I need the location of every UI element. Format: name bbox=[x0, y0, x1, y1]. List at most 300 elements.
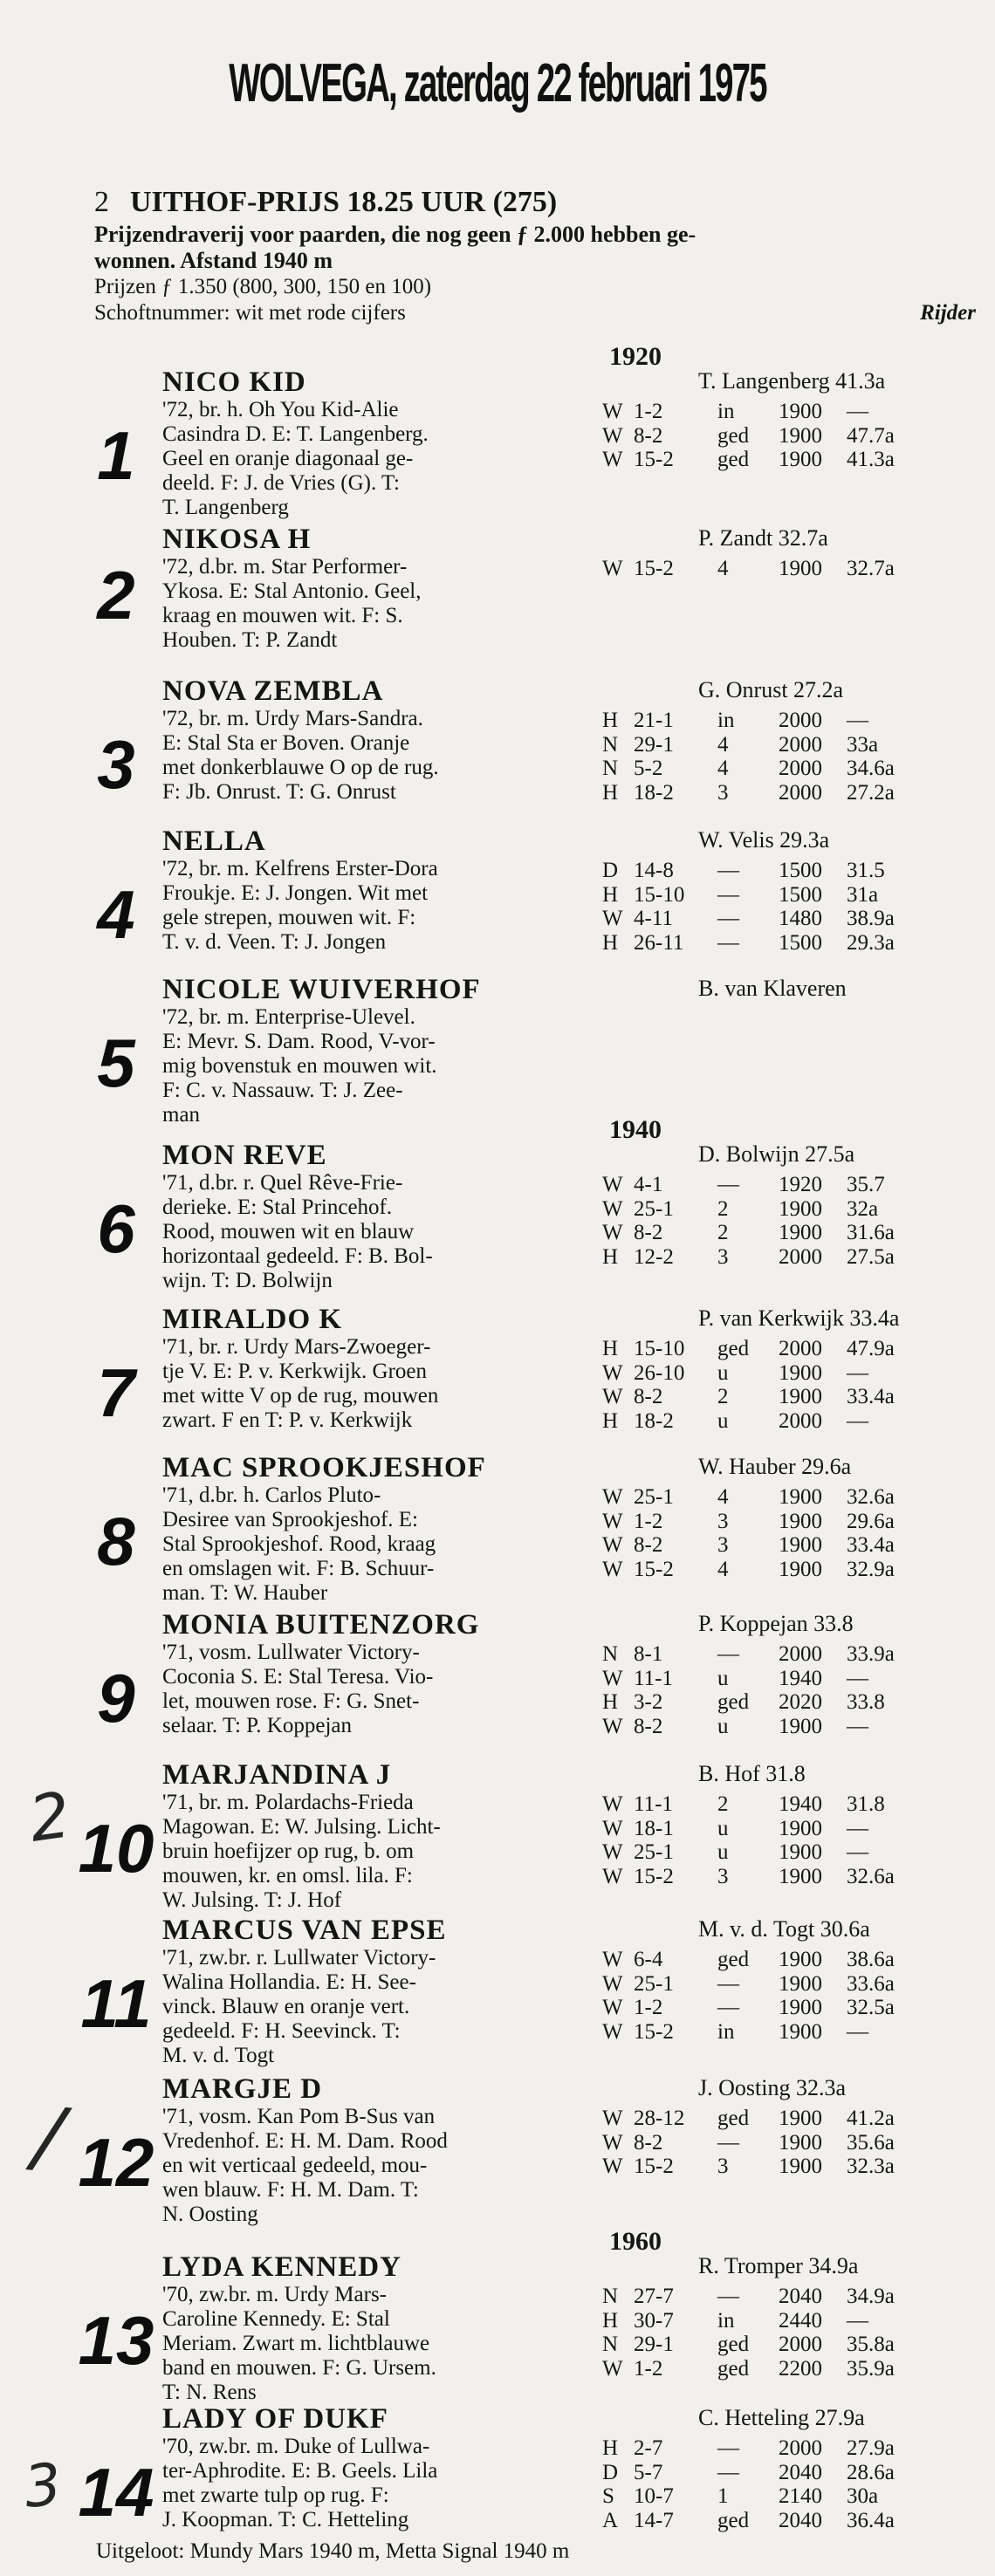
result-cell: 8-2 bbox=[634, 2130, 663, 2155]
result-cell: 8-1 bbox=[634, 1642, 663, 1666]
result-cell: 1940 bbox=[779, 1666, 822, 1690]
description-line: Stal Sprookjeshof. Rood, kraag bbox=[162, 1532, 436, 1556]
horse-name: MON REVE bbox=[162, 1140, 327, 1171]
result-cell: 34.6a bbox=[847, 757, 895, 780]
result-row bbox=[602, 2333, 925, 2357]
description-line: Magowan. E: W. Julsing. Licht- bbox=[162, 1815, 441, 1839]
description-line: '72, br. m. Urdy Mars-Sandra. bbox=[162, 707, 423, 730]
driver-record: R. Tromper 34.9a bbox=[698, 2253, 859, 2278]
result-cell: 2020 bbox=[779, 1690, 822, 1714]
race-conditions bbox=[94, 222, 985, 274]
result-cell: 15-2 bbox=[634, 2019, 674, 2044]
entry-number: 4 bbox=[97, 876, 135, 953]
result-row bbox=[602, 2357, 925, 2381]
result-cell: H bbox=[602, 780, 619, 805]
result-cell: W bbox=[602, 1948, 623, 1971]
horse-name: MIRALDO K bbox=[162, 1304, 343, 1335]
result-cell: 27-7 bbox=[634, 2285, 674, 2308]
result-cell: in bbox=[717, 2019, 735, 2044]
result-cell: — bbox=[847, 2019, 868, 2044]
entry-number: 10 bbox=[78, 1810, 154, 1887]
description-line: '72, br. m. Enterprise-Ulevel. bbox=[162, 1005, 415, 1029]
result-row bbox=[602, 1642, 925, 1667]
result-cell: 4 bbox=[717, 1485, 729, 1509]
result-cell: — bbox=[717, 930, 739, 955]
result-cell: — bbox=[717, 1642, 739, 1666]
result-row bbox=[602, 400, 925, 424]
result-cell: 18-2 bbox=[634, 780, 674, 805]
handwritten-mark: 3 bbox=[21, 2450, 65, 2521]
result-cell: 26-10 bbox=[634, 1360, 685, 1385]
result-cell: — bbox=[847, 1360, 868, 1385]
horse-name: NELLA bbox=[162, 826, 266, 857]
result-row bbox=[602, 448, 925, 472]
result-cell: 1900 bbox=[779, 1533, 822, 1557]
description-line: zwart. F en T: P. v. Kerkwijk bbox=[162, 1408, 413, 1432]
entry-number: 13 bbox=[78, 2302, 154, 2379]
result-cell: W bbox=[602, 1385, 623, 1408]
description-line: en wit verticaal gedeeld, mou- bbox=[162, 2154, 428, 2177]
result-cell: H bbox=[602, 709, 619, 732]
result-cell: 8-2 bbox=[634, 1385, 663, 1408]
result-row bbox=[602, 781, 925, 805]
description-line: met donkerblauwe O op de rug. bbox=[162, 756, 439, 779]
driver-record: B. Hof 31.8 bbox=[698, 1761, 806, 1786]
race-prizes: Prijzen ƒ 1.350 (800, 300, 150 en 100) bbox=[94, 275, 432, 298]
result-cell: — bbox=[847, 1714, 868, 1738]
result-cell: 21-1 bbox=[634, 709, 674, 732]
horse-name: MARJANDINA J bbox=[162, 1759, 392, 1791]
race-conditions-line: wonnen. Afstand 1940 m bbox=[94, 248, 333, 273]
entry-number: 6 bbox=[97, 1190, 135, 1267]
entry-number: 7 bbox=[97, 1354, 135, 1431]
result-cell: 31.8 bbox=[847, 1792, 885, 1816]
result-cell: 4-1 bbox=[634, 1173, 663, 1196]
driver-record: D. Bolwijn 27.5a bbox=[698, 1141, 855, 1167]
result-cell: in bbox=[717, 2308, 735, 2333]
description-line: W. Julsing. T: J. Hof bbox=[162, 1888, 342, 1912]
driver-record: G. Onrust 27.2a bbox=[698, 677, 844, 702]
result-cell: H bbox=[602, 2436, 619, 2460]
result-cell: W bbox=[602, 1360, 623, 1385]
result-cell: 32.5a bbox=[847, 1996, 895, 2019]
description-line: Ykosa. E: Stal Antonio. Geel, bbox=[162, 579, 422, 603]
handwritten-mark: 2 bbox=[24, 1778, 75, 1856]
horse-description bbox=[162, 2435, 599, 2532]
description-line: vinck. Blauw en oranje vert. bbox=[162, 1995, 410, 2018]
result-cell: 1900 bbox=[779, 1816, 822, 1840]
result-cell: 47.7a bbox=[847, 423, 895, 448]
entry-number: 11 bbox=[80, 1965, 152, 2042]
horse-description bbox=[162, 1641, 599, 1738]
entry-number: 2 bbox=[97, 557, 135, 634]
result-cell: W bbox=[602, 907, 623, 930]
result-cell: 5-2 bbox=[634, 757, 663, 780]
result-cell: N bbox=[602, 732, 619, 757]
result-cell: 8-2 bbox=[634, 1221, 663, 1244]
result-row bbox=[602, 1510, 925, 1534]
horse-name: MARCUS VAN EPSE bbox=[162, 1915, 447, 1946]
result-row bbox=[602, 2155, 925, 2179]
result-cell: W bbox=[602, 557, 623, 580]
description-line: '71, d.br. r. Quel Rêve-Frie- bbox=[162, 1171, 403, 1195]
result-cell: 8-2 bbox=[634, 1714, 663, 1738]
result-cell: 31.5 bbox=[847, 859, 885, 882]
result-row bbox=[602, 1385, 925, 1409]
result-cell: 2000 bbox=[779, 709, 822, 732]
description-line: F: Jb. Onrust. T: G. Onrust bbox=[162, 780, 396, 804]
description-line: let, mouwen rose. F: G. Snet- bbox=[162, 1689, 420, 1713]
result-cell: 1 bbox=[717, 2484, 729, 2508]
driver-record: C. Hetteling 27.9a bbox=[698, 2405, 865, 2430]
result-cell: 47.9a bbox=[847, 1337, 895, 1360]
result-cell: 35.9a bbox=[847, 2356, 895, 2381]
result-cell: 4 bbox=[717, 757, 729, 780]
result-cell: 2040 bbox=[779, 2285, 822, 2308]
description-line: Froukje. E: J. Jongen. Wit met bbox=[162, 881, 429, 905]
result-cell: H bbox=[602, 2308, 619, 2333]
result-cell: 30a bbox=[847, 2484, 879, 2508]
horse-name: NOVA ZEMBLA bbox=[162, 675, 384, 707]
result-cell: W bbox=[602, 1196, 623, 1221]
result-cell: 1900 bbox=[779, 1971, 822, 1996]
results-table bbox=[602, 1642, 925, 1738]
result-row bbox=[602, 1792, 925, 1817]
result-cell: — bbox=[847, 1666, 868, 1690]
description-line: '71, zw.br. r. Lullwater Victory- bbox=[162, 1946, 436, 1970]
distance-heading: 1960 bbox=[609, 2227, 662, 2256]
results-table bbox=[602, 2285, 925, 2381]
description-line: deeld. F: J. de Vries (G). T: bbox=[162, 471, 400, 495]
result-cell: 1500 bbox=[779, 859, 822, 882]
result-cell: S bbox=[602, 2484, 614, 2508]
results-table bbox=[602, 557, 925, 581]
result-cell: H bbox=[602, 882, 619, 907]
results-table bbox=[602, 709, 925, 805]
result-row bbox=[602, 907, 925, 931]
result-cell: 2200 bbox=[779, 2356, 822, 2381]
result-cell: ged bbox=[717, 2333, 750, 2356]
driver-record: B. van Klaveren bbox=[698, 976, 847, 1001]
result-cell: u bbox=[717, 1714, 729, 1738]
result-cell: 18-1 bbox=[634, 1816, 674, 1840]
result-cell: 38.9a bbox=[847, 907, 895, 930]
description-line: met zwarte tulp op rug. F: bbox=[162, 2484, 389, 2507]
horse-name: NICOLE WUIVERHOF bbox=[162, 974, 481, 1005]
description-line: E: Stal Sta er Boven. Oranje bbox=[162, 731, 410, 755]
description-line: derieke. E: Stal Princehof. bbox=[162, 1196, 393, 1219]
result-cell: 6-4 bbox=[634, 1948, 663, 1971]
result-row bbox=[602, 1558, 925, 1582]
masthead-title: WOLVEGA, zaterdag 22 februari 1975 bbox=[229, 53, 766, 113]
result-cell: D bbox=[602, 859, 619, 882]
horse-description bbox=[162, 2105, 599, 2227]
result-cell: 36.4a bbox=[847, 2508, 895, 2532]
description-line: '70, zw.br. m. Urdy Mars- bbox=[162, 2283, 388, 2306]
result-cell: 18-2 bbox=[634, 1408, 674, 1433]
description-line: Caroline Kennedy. E: Stal bbox=[162, 2307, 390, 2331]
result-cell: 32.9a bbox=[847, 1557, 895, 1581]
result-row bbox=[602, 883, 925, 908]
result-row bbox=[602, 2509, 925, 2533]
result-cell: 3 bbox=[717, 1509, 729, 1533]
result-cell: 1900 bbox=[779, 2155, 822, 2178]
entry-number: 9 bbox=[97, 1660, 135, 1737]
result-row bbox=[602, 709, 925, 733]
result-cell: 33.8 bbox=[847, 1690, 885, 1714]
description-line: mig bovenstuk en mouwen wit. bbox=[162, 1054, 437, 1078]
horse-description bbox=[162, 857, 599, 955]
result-cell: — bbox=[717, 2285, 739, 2308]
result-cell: 4 bbox=[717, 732, 729, 757]
result-cell: 15-10 bbox=[634, 882, 685, 907]
result-cell: W bbox=[602, 448, 623, 471]
horse-description bbox=[162, 707, 599, 805]
horse-name: MARGJE D bbox=[162, 2073, 323, 2105]
driver-record: J. Oosting 32.3a bbox=[698, 2075, 846, 2100]
race-conditions-line: Prijzendraverij voor paarden, die nog geen ƒ 2.000 hebben ge- bbox=[94, 222, 696, 247]
result-cell: 1900 bbox=[779, 1509, 822, 1533]
result-cell: H bbox=[602, 930, 619, 955]
result-cell: 28.6a bbox=[847, 2460, 895, 2484]
result-cell: 1900 bbox=[779, 1360, 822, 1385]
description-line: E: Mevr. S. Dam. Rood, V-vor- bbox=[162, 1030, 436, 1053]
result-cell: 31a bbox=[847, 882, 879, 907]
result-cell: H bbox=[602, 1337, 619, 1360]
result-cell: 32a bbox=[847, 1196, 879, 1221]
result-cell: — bbox=[717, 882, 739, 907]
result-cell: W bbox=[602, 1714, 623, 1738]
result-cell: 1900 bbox=[779, 1996, 822, 2019]
result-cell: 3 bbox=[717, 1244, 729, 1269]
result-cell: u bbox=[717, 1666, 729, 1690]
result-cell: 2140 bbox=[779, 2484, 822, 2508]
result-row bbox=[602, 1840, 925, 1865]
result-cell: 27.9a bbox=[847, 2436, 895, 2460]
result-cell: 1500 bbox=[779, 930, 822, 955]
result-cell: 4 bbox=[717, 1557, 729, 1581]
result-cell: 1-2 bbox=[634, 400, 663, 423]
horse-name: LADY OF DUKF bbox=[162, 2403, 388, 2435]
result-cell: W bbox=[602, 1173, 623, 1196]
result-cell: 4-11 bbox=[634, 907, 673, 930]
result-cell: W bbox=[602, 1816, 623, 1840]
result-cell: 8-2 bbox=[634, 1533, 663, 1557]
result-cell: W bbox=[602, 400, 623, 423]
result-cell: 29.6a bbox=[847, 1509, 895, 1533]
result-row bbox=[602, 2107, 925, 2131]
result-cell: 41.3a bbox=[847, 448, 895, 471]
result-cell: ged bbox=[717, 1948, 750, 1971]
footer-drawn-note: Uitgeloot: Mundy Mars 1940 m, Metta Signal 1940 m bbox=[96, 2539, 570, 2563]
result-cell: W bbox=[602, 1971, 623, 1996]
description-line: tje V. E: P. v. Kerkwijk. Groen bbox=[162, 1360, 427, 1383]
result-cell: 1900 bbox=[779, 400, 822, 423]
result-cell: — bbox=[847, 1408, 868, 1433]
result-row bbox=[602, 1533, 925, 1558]
result-cell: — bbox=[717, 859, 739, 882]
result-cell: 3 bbox=[717, 1533, 729, 1557]
result-cell: N bbox=[602, 1642, 619, 1666]
result-cell: H bbox=[602, 1408, 619, 1433]
result-cell: — bbox=[717, 2130, 739, 2155]
result-cell: 29-1 bbox=[634, 2333, 674, 2356]
result-cell: 14-7 bbox=[634, 2508, 674, 2532]
result-cell: 1-2 bbox=[634, 1509, 663, 1533]
race-number: 2 bbox=[94, 186, 109, 218]
description-line: Vredenhof. E: H. M. Dam. Rood bbox=[162, 2129, 448, 2153]
result-row bbox=[602, 2131, 925, 2155]
horse-description bbox=[162, 1171, 599, 1293]
result-cell: ged bbox=[717, 2107, 750, 2130]
result-cell: 3 bbox=[717, 2155, 729, 2178]
result-cell: 2 bbox=[717, 1221, 729, 1244]
result-cell: 2000 bbox=[779, 1244, 822, 1269]
result-cell: — bbox=[847, 2308, 868, 2333]
result-cell: ged bbox=[717, 1337, 750, 1360]
description-line: Coconia S. E: Stal Teresa. Vio- bbox=[162, 1665, 434, 1689]
driver-record: P. van Kerkwijk 33.4a bbox=[698, 1305, 900, 1331]
result-cell: W bbox=[602, 2155, 623, 2178]
result-cell: 27.5a bbox=[847, 1244, 895, 1269]
result-row bbox=[602, 1996, 925, 2020]
description-line: met witte V op de rug, mouwen bbox=[162, 1384, 439, 1408]
result-cell: 1900 bbox=[779, 1385, 822, 1408]
result-cell: — bbox=[847, 400, 868, 423]
result-cell: 2000 bbox=[779, 1408, 822, 1433]
driver-record: W. Hauber 29.6a bbox=[698, 1454, 852, 1479]
result-cell: 15-10 bbox=[634, 1337, 685, 1360]
description-line: M. v. d. Togt bbox=[162, 2044, 275, 2067]
result-row bbox=[602, 2285, 925, 2309]
result-cell: 15-2 bbox=[634, 2155, 674, 2178]
description-line: band en mouwen. F: G. Ursem. bbox=[162, 2356, 436, 2380]
result-cell: 8-2 bbox=[634, 423, 663, 448]
result-cell: W bbox=[602, 423, 623, 448]
description-line: wen blauw. F: H. M. Dam. T: bbox=[162, 2178, 419, 2202]
result-cell: 34.9a bbox=[847, 2285, 895, 2308]
distance-heading: 1940 bbox=[609, 1115, 662, 1144]
horse-description bbox=[162, 1483, 599, 1606]
result-cell: 2000 bbox=[779, 780, 822, 805]
horse-name: NICO KID bbox=[162, 367, 306, 398]
entry-number: 12 bbox=[78, 2124, 154, 2201]
description-line: Walina Hollandia. E: H. See- bbox=[162, 1970, 416, 1994]
result-row bbox=[602, 424, 925, 449]
description-line: '71, br. r. Urdy Mars-Zwoeger- bbox=[162, 1335, 431, 1359]
result-cell: — bbox=[717, 1971, 739, 1996]
description-line: '71, br. m. Polardachs-Frieda bbox=[162, 1791, 414, 1814]
entry-number: 8 bbox=[97, 1503, 135, 1579]
result-row bbox=[602, 557, 925, 581]
result-cell: 35.7 bbox=[847, 1173, 885, 1196]
description-line: N. Oosting bbox=[162, 2203, 258, 2226]
result-row bbox=[602, 1221, 925, 1245]
results-table bbox=[602, 1792, 925, 1888]
result-cell: 31.6a bbox=[847, 1221, 895, 1244]
result-row bbox=[602, 733, 925, 757]
result-cell: 1900 bbox=[779, 1714, 822, 1738]
result-cell: 5-7 bbox=[634, 2460, 663, 2484]
result-cell: 1900 bbox=[779, 1948, 822, 1971]
result-cell: 26-11 bbox=[634, 930, 684, 955]
result-cell: 28-12 bbox=[634, 2107, 685, 2130]
result-cell: H bbox=[602, 1244, 619, 1269]
result-row bbox=[602, 2484, 925, 2509]
result-cell: 33.4a bbox=[847, 1385, 895, 1408]
results-table bbox=[602, 859, 925, 955]
description-line: '71, vosm. Lullwater Victory- bbox=[162, 1641, 420, 1664]
result-cell: 15-2 bbox=[634, 448, 674, 471]
result-cell: 2000 bbox=[779, 1642, 822, 1666]
result-row bbox=[602, 2309, 925, 2333]
result-cell: — bbox=[717, 2436, 739, 2460]
result-cell: W bbox=[602, 1792, 623, 1816]
result-cell: in bbox=[717, 400, 735, 423]
result-row bbox=[602, 1690, 925, 1715]
result-row bbox=[602, 2020, 925, 2045]
result-row bbox=[602, 1667, 925, 1691]
result-row bbox=[602, 1972, 925, 1997]
result-cell: 33a bbox=[847, 732, 879, 757]
result-row bbox=[602, 1361, 925, 1386]
result-cell: 32.7a bbox=[847, 557, 895, 580]
result-cell: 32.3a bbox=[847, 2155, 895, 2178]
result-cell: u bbox=[717, 1408, 729, 1433]
result-cell: 15-2 bbox=[634, 557, 674, 580]
result-cell: 3 bbox=[717, 1864, 729, 1888]
result-cell: 15-2 bbox=[634, 1864, 674, 1888]
result-cell: 29.3a bbox=[847, 930, 895, 955]
result-cell: 12-2 bbox=[634, 1244, 674, 1269]
description-line: man bbox=[162, 1103, 201, 1127]
result-cell: N bbox=[602, 2333, 619, 2356]
description-line: Houben. T: P. Zandt bbox=[162, 628, 338, 652]
result-cell: 1900 bbox=[779, 2130, 822, 2155]
result-cell: 1-2 bbox=[634, 1996, 663, 2019]
rijder-header: Rijder bbox=[920, 301, 976, 325]
horse-name: MONIA BUITENZORG bbox=[162, 1609, 480, 1641]
description-line: '72, br. h. Oh You Kid-Alie bbox=[162, 398, 399, 421]
result-cell: 1900 bbox=[779, 2019, 822, 2044]
result-row bbox=[602, 757, 925, 781]
saddle-note-text: Schoftnummer: wit met rode cijfers bbox=[94, 301, 406, 325]
result-cell: W bbox=[602, 1864, 623, 1888]
description-line: Casindra D. E: T. Langenberg. bbox=[162, 422, 429, 446]
horse-description bbox=[162, 1946, 599, 2068]
driver-record: M. v. d. Togt 30.6a bbox=[698, 1916, 870, 1942]
race-saddle-note bbox=[94, 300, 985, 326]
entry-number: 14 bbox=[78, 2454, 154, 2531]
description-line: Desiree van Sprookjeshof. E: bbox=[162, 1508, 418, 1531]
result-cell: 41.2a bbox=[847, 2107, 895, 2130]
result-cell: 30-7 bbox=[634, 2308, 674, 2333]
result-cell: — bbox=[717, 907, 739, 930]
entry-number: 1 bbox=[97, 417, 135, 494]
result-cell: N bbox=[602, 757, 619, 780]
result-cell: 2 bbox=[717, 1792, 729, 1816]
result-cell: ged bbox=[717, 448, 750, 471]
result-cell: 1900 bbox=[779, 2107, 822, 2130]
result-cell: W bbox=[602, 1840, 623, 1864]
result-cell: ged bbox=[717, 2508, 750, 2532]
result-cell: W bbox=[602, 1666, 623, 1690]
result-cell: — bbox=[847, 1816, 868, 1840]
result-cell: 11-1 bbox=[634, 1666, 673, 1690]
result-row bbox=[602, 2436, 925, 2461]
result-cell: 29-1 bbox=[634, 732, 674, 757]
driver-record: T. Langenberg 41.3a bbox=[698, 368, 886, 394]
